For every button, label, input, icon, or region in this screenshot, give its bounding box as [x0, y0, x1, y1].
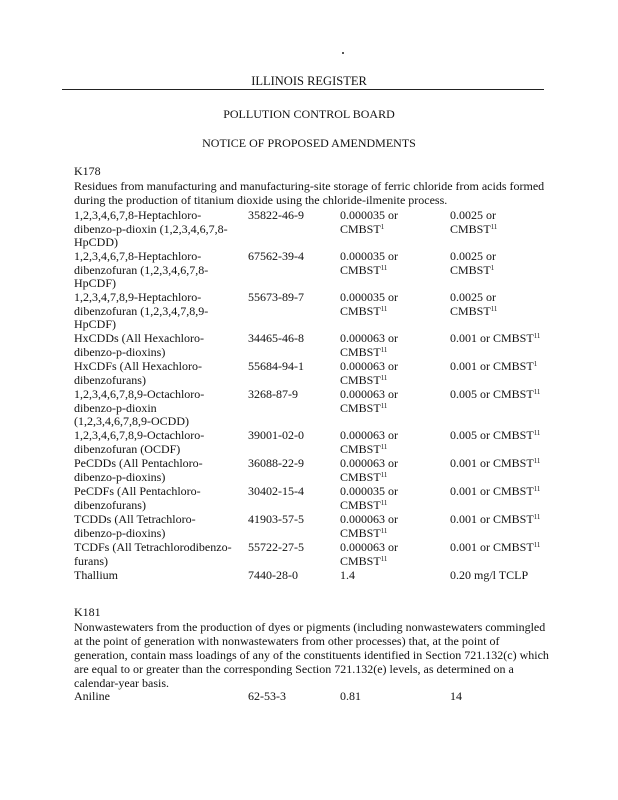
footnote-ref: 11	[380, 373, 388, 382]
footnote-ref: 11	[380, 526, 388, 535]
constituent-name-line: dibenzofurans)	[74, 497, 146, 512]
constituent-name-line: 1,2,3,4,7,8,9-Heptachloro-	[74, 290, 202, 304]
cas-number: 55673-89-7	[248, 290, 304, 304]
nonwastewater-standard	[450, 250, 496, 277]
wastewater-standard-line: 1.4	[340, 568, 355, 582]
nonwastewater-standard-line: 0.005 or CMBST	[450, 387, 534, 401]
footnote-ref: 11	[533, 457, 541, 465]
wastewater-standard-line: CMBST	[340, 525, 381, 540]
nonwastewater-standard	[450, 569, 528, 583]
nonwastewater-standard-line: 0.0025 or	[450, 290, 496, 304]
wastewater-standard-line: CMBST	[340, 262, 381, 277]
constituent-name-line: PeCDFs (All Pentachloro-	[74, 484, 201, 498]
constituent-name-line: TCDDs (All Tetrachloro-	[74, 512, 196, 526]
k181-description: Nonwastewaters from the production of dyes or pigments (including nonwastewaters commingled at the point of generation with nonwastewaters from other processes) that, at the point of generation, contain mass loadings of any of the constituents identified in Section 721.132(c) which are equal to or greater than the corresponding Section 721.132(e) levels, as determined on a calendar-year basis.	[74, 620, 549, 690]
wastewater-standard-line: 0.000063 or	[340, 387, 398, 401]
nonwastewater-standard-line: 0.0025 or	[450, 249, 496, 263]
footnote-ref: 11	[533, 541, 541, 549]
footnote-ref: 11	[380, 442, 388, 451]
constituent-name	[74, 569, 118, 583]
nonwastewater-standard	[450, 429, 540, 443]
nonwastewater-standard-line: 0.001 or CMBST	[450, 484, 534, 498]
nonwastewater-standard-line: 0.001 or CMBST	[450, 331, 534, 345]
nonwastewater-standard-line: 0.001 or CMBST	[450, 540, 534, 554]
footnote-ref: 11	[490, 304, 498, 313]
footnote-ref: 11	[380, 304, 388, 313]
wastewater-standard-line: CMBST	[340, 344, 381, 359]
constituent-name	[74, 429, 204, 456]
constituent-name-line: dibenzofuran (1,2,3,4,7,8,9-	[74, 303, 209, 318]
wastewater-standard-line: 0.000035 or	[340, 290, 398, 304]
constituent-name: Aniline	[74, 689, 110, 703]
cas-number: 36088-22-9	[248, 456, 304, 470]
wastewater-standard-line: 0.000063 or	[340, 540, 398, 554]
k178-description: Residues from manufacturing and manufacturing-site storage of ferric chloride from acids formed during the production of titanium dioxide using the chloride-ilmenite process.	[74, 179, 545, 207]
constituent-name-line: Thallium	[74, 568, 118, 582]
wastewater-standard-line: CMBST	[340, 303, 381, 318]
wastewater-standard	[340, 485, 398, 512]
wastewater-standard	[340, 513, 398, 540]
scan-speck	[342, 52, 344, 54]
cas-number: 39001-02-0	[248, 428, 304, 442]
footnote-ref: 11	[380, 401, 388, 410]
cas-number: 30402-15-4	[248, 484, 304, 498]
nonwastewater-standard	[450, 209, 497, 236]
wastewater-standard-line: 0.000035 or	[340, 249, 398, 263]
footnote-ref: 11	[380, 345, 388, 354]
nonwastewater-standard-line: CMBST	[450, 262, 491, 277]
constituent-name-line: dibenzo-p-dioxins)	[74, 525, 166, 540]
nonwastewater-standard-line: 0.001 or CMBST	[450, 359, 534, 373]
cas-number: 34465-46-8	[248, 331, 304, 345]
nonwastewater-standard	[450, 541, 540, 555]
constituent-name	[74, 332, 204, 359]
nonwastewater-standard	[450, 388, 540, 402]
footnote-ref: 11	[533, 332, 541, 340]
wastewater-standard-line: 0.000063 or	[340, 359, 398, 373]
footnote-ref: 11	[380, 554, 388, 563]
constituent-name-line: dibenzofurans)	[74, 372, 146, 387]
constituent-name-line: 1,2,3,4,6,7,8,9-Octachloro-	[74, 387, 205, 401]
constituent-name-line: (1,2,3,4,6,7,8,9-OCDD)	[74, 414, 189, 428]
wastewater-standard-line: 0.000063 or	[340, 428, 398, 442]
header-rule	[62, 89, 544, 90]
footnote-ref: 1	[490, 263, 495, 272]
constituent-name	[74, 388, 204, 429]
wastewater-standard-line: CMBST	[340, 400, 381, 415]
nonwastewater-standard-line: CMBST	[450, 303, 491, 318]
register-title: ILLINOIS REGISTER	[251, 74, 367, 88]
wastewater-standard	[340, 332, 398, 359]
footnote-ref: 11	[490, 222, 498, 231]
wastewater-standard	[340, 429, 398, 456]
wastewater-standard	[340, 250, 398, 277]
constituent-name	[74, 513, 196, 540]
constituent-name	[74, 485, 201, 512]
constituent-name-line: HpCDF)	[74, 317, 117, 331]
waste-code-k181: K181	[74, 605, 101, 619]
cas-number: 35822-46-9	[248, 208, 304, 222]
footnote-ref: 11	[533, 388, 541, 396]
footnote-ref: 11	[380, 470, 388, 479]
footnote-ref: 11	[533, 485, 541, 493]
cas-number: 7440-28-0	[248, 568, 298, 582]
footnote-ref: 1	[380, 222, 385, 231]
wastewater-standard-line: CMBST	[340, 441, 381, 456]
cas-number: 62-53-3	[248, 689, 286, 703]
constituent-name-line: dibenzofuran (OCDF)	[74, 441, 181, 456]
constituent-name	[74, 250, 208, 291]
wastewater-standard-line: CMBST	[340, 497, 381, 512]
wastewater-standard-line: CMBST	[340, 372, 381, 387]
constituent-name-line: dibenzo-p-dioxins)	[74, 344, 166, 359]
nonwastewater-standard	[450, 485, 540, 499]
nonwastewater-standard	[450, 513, 540, 527]
cas-number: 3268-87-9	[248, 387, 298, 401]
wastewater-standard: 0.81	[340, 689, 361, 703]
notice-title: NOTICE OF PROPOSED AMENDMENTS	[202, 136, 416, 150]
wastewater-standard-line: 0.000035 or	[340, 484, 398, 498]
constituent-name-line: furans)	[74, 553, 108, 568]
constituent-name-line: PeCDDs (All Pentachloro-	[74, 456, 203, 470]
constituent-name-line: HxCDDs (All Hexachloro-	[74, 331, 204, 345]
constituent-name	[74, 360, 202, 387]
cas-number: 55684-94-1	[248, 359, 304, 373]
nonwastewater-standard	[450, 457, 540, 471]
wastewater-standard-line: 0.000063 or	[340, 456, 398, 470]
cas-number: 41903-57-5	[248, 512, 304, 526]
constituent-name-line: HpCDF)	[74, 276, 117, 290]
constituent-name-line: dibenzo-p-dioxin	[74, 400, 157, 415]
nonwastewater-standard: 14	[450, 689, 462, 703]
nonwastewater-standard-line: CMBST	[450, 221, 491, 236]
footnote-ref: 11	[533, 513, 541, 521]
footnote-ref: 11	[380, 498, 388, 507]
cas-number: 67562-39-4	[248, 249, 304, 263]
constituent-name-line: HpCDD)	[74, 235, 118, 249]
nonwastewater-standard-line: 0.20 mg/l TCLP	[450, 568, 529, 582]
wastewater-standard-line: 0.000063 or	[340, 331, 398, 345]
nonwastewater-standard	[450, 360, 537, 374]
wastewater-standard-line: 0.000063 or	[340, 512, 398, 526]
nonwastewater-standard-line: 0.005 or CMBST	[450, 428, 534, 442]
constituent-name-line: dibenzofuran (1,2,3,4,6,7,8-	[74, 262, 209, 277]
wastewater-standard	[340, 209, 398, 236]
wastewater-standard-line: CMBST	[340, 553, 381, 568]
wastewater-standard	[340, 291, 398, 318]
footnote-ref: 11	[533, 429, 541, 437]
constituent-name-line: 1,2,3,4,6,7,8-Heptachloro-	[74, 208, 202, 222]
wastewater-standard	[340, 541, 398, 568]
constituent-name	[74, 457, 203, 484]
constituent-name-line: dibenzo-p-dioxins)	[74, 469, 166, 484]
wastewater-standard	[340, 388, 398, 415]
constituent-name-line: 1,2,3,4,6,7,8,9-Octachloro-	[74, 428, 205, 442]
nonwastewater-standard	[450, 291, 497, 318]
constituent-name-line: HxCDFs (All Hexachloro-	[74, 359, 202, 373]
board-title: POLLUTION CONTROL BOARD	[223, 107, 395, 121]
wastewater-standard-line: CMBST	[340, 469, 381, 484]
nonwastewater-standard-line: 0.001 or CMBST	[450, 456, 534, 470]
footnote-ref: 11	[380, 263, 388, 272]
wastewater-standard-line: CMBST	[340, 221, 381, 236]
constituent-name-line: 1,2,3,4,6,7,8-Heptachloro-	[74, 249, 202, 263]
waste-code-k178: K178	[74, 164, 101, 178]
cas-number: 55722-27-5	[248, 540, 304, 554]
constituent-name	[74, 541, 232, 568]
wastewater-standard	[340, 457, 398, 484]
wastewater-standard-line: 0.000035 or	[340, 208, 398, 222]
constituent-name-line: dibenzo-p-dioxin (1,2,3,4,6,7,8-	[74, 221, 228, 236]
constituent-name	[74, 209, 228, 250]
wastewater-standard	[340, 360, 398, 387]
nonwastewater-standard-line: 0.001 or CMBST	[450, 512, 534, 526]
nonwastewater-standard	[450, 332, 540, 346]
footnote-ref: 1	[533, 360, 538, 368]
wastewater-standard	[340, 569, 355, 583]
nonwastewater-standard-line: 0.0025 or	[450, 208, 496, 222]
constituent-name	[74, 291, 208, 332]
constituent-name-line: TCDFs (All Tetrachlorodibenzo-	[74, 540, 232, 554]
